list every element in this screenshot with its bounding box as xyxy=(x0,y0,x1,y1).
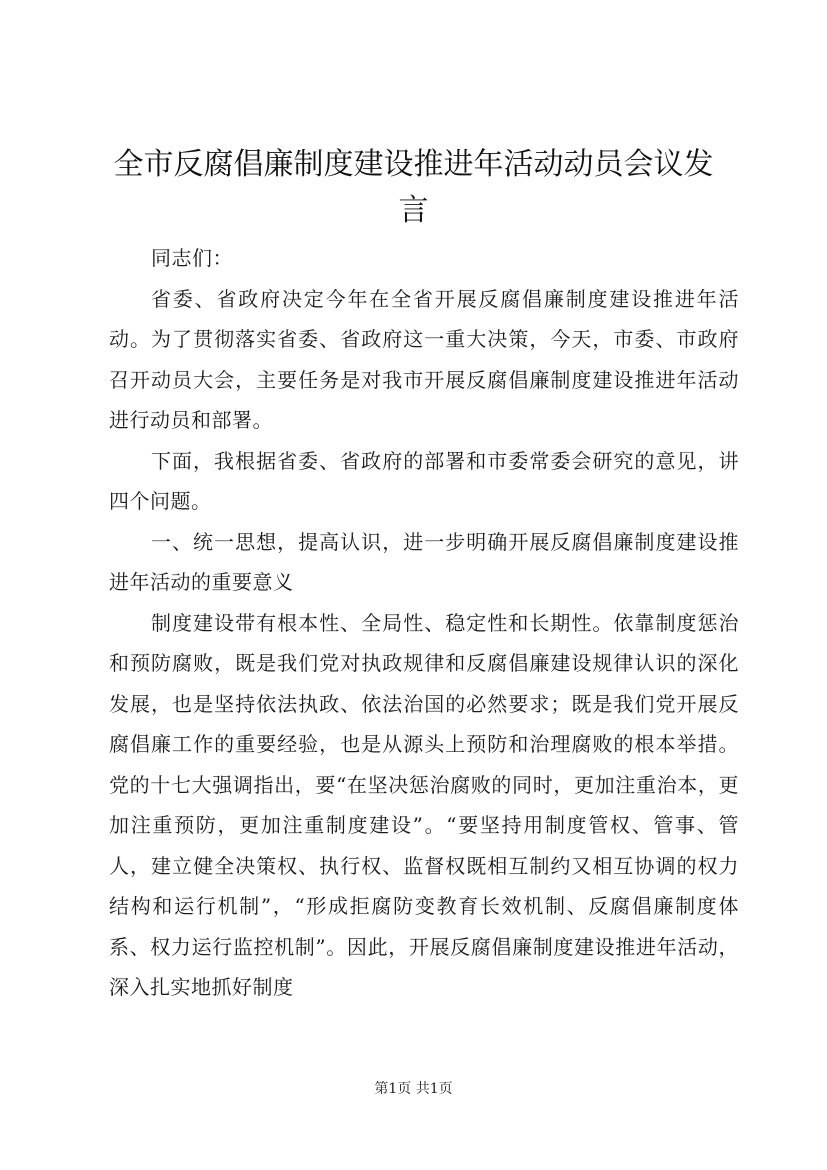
section-heading: 一、统一思想，提高认识，进一步明确开展反腐倡廉制度建设推进年活动的重要意义 xyxy=(109,529,739,594)
page-number-label: 第1页 共1页 xyxy=(374,1081,453,1097)
body-paragraph: 制度建设带有根本性、全局性、稳定性和长期性。依靠制度惩治和预防腐败，既是我们党对执政规律和反腐倡廉建设规律认识的深化发展，也是坚持依法执政、依法治国的必然要求；既是我们党开展反腐倡廉工作的重要经验，也是从源头上预防和治理腐败的根本举措。党的十七大强调指出，要“在坚决惩治腐败的同时，更加注重治本，更加注重预防，更加注重制度建设”。“要坚持用制度管权、管事、管人，建立健全决策权、执行权、监督权既相互制约又相互协调的权力结构和运行机制”，“形成拒腐防变教育长效机制、反腐倡廉制度体系、权力运行监控机制”。因此，开展反腐倡廉制度建设推进年活动，深入扎实地抓好制度 xyxy=(109,610,739,999)
body-paragraph: 下面，我根据省委、省政府的部署和市委常委会研究的意见，讲四个问题。 xyxy=(109,448,739,513)
document-body xyxy=(109,238,739,1008)
body-paragraph: 省委、省政府决定今年在全省开展反腐倡廉制度建设推进年活动。为了贯彻落实省委、省政府这一重大决策，今天，市委、市政府召开动员大会，主要任务是对我市开展反腐倡廉制度建设推进年活动进行动员和部署。 xyxy=(109,286,739,432)
document-title: 全市反腐倡廉制度建设推进年活动动员会议发言 xyxy=(113,147,714,228)
salutation-paragraph: 同志们： xyxy=(151,246,233,270)
page-footer xyxy=(0,1078,827,1098)
